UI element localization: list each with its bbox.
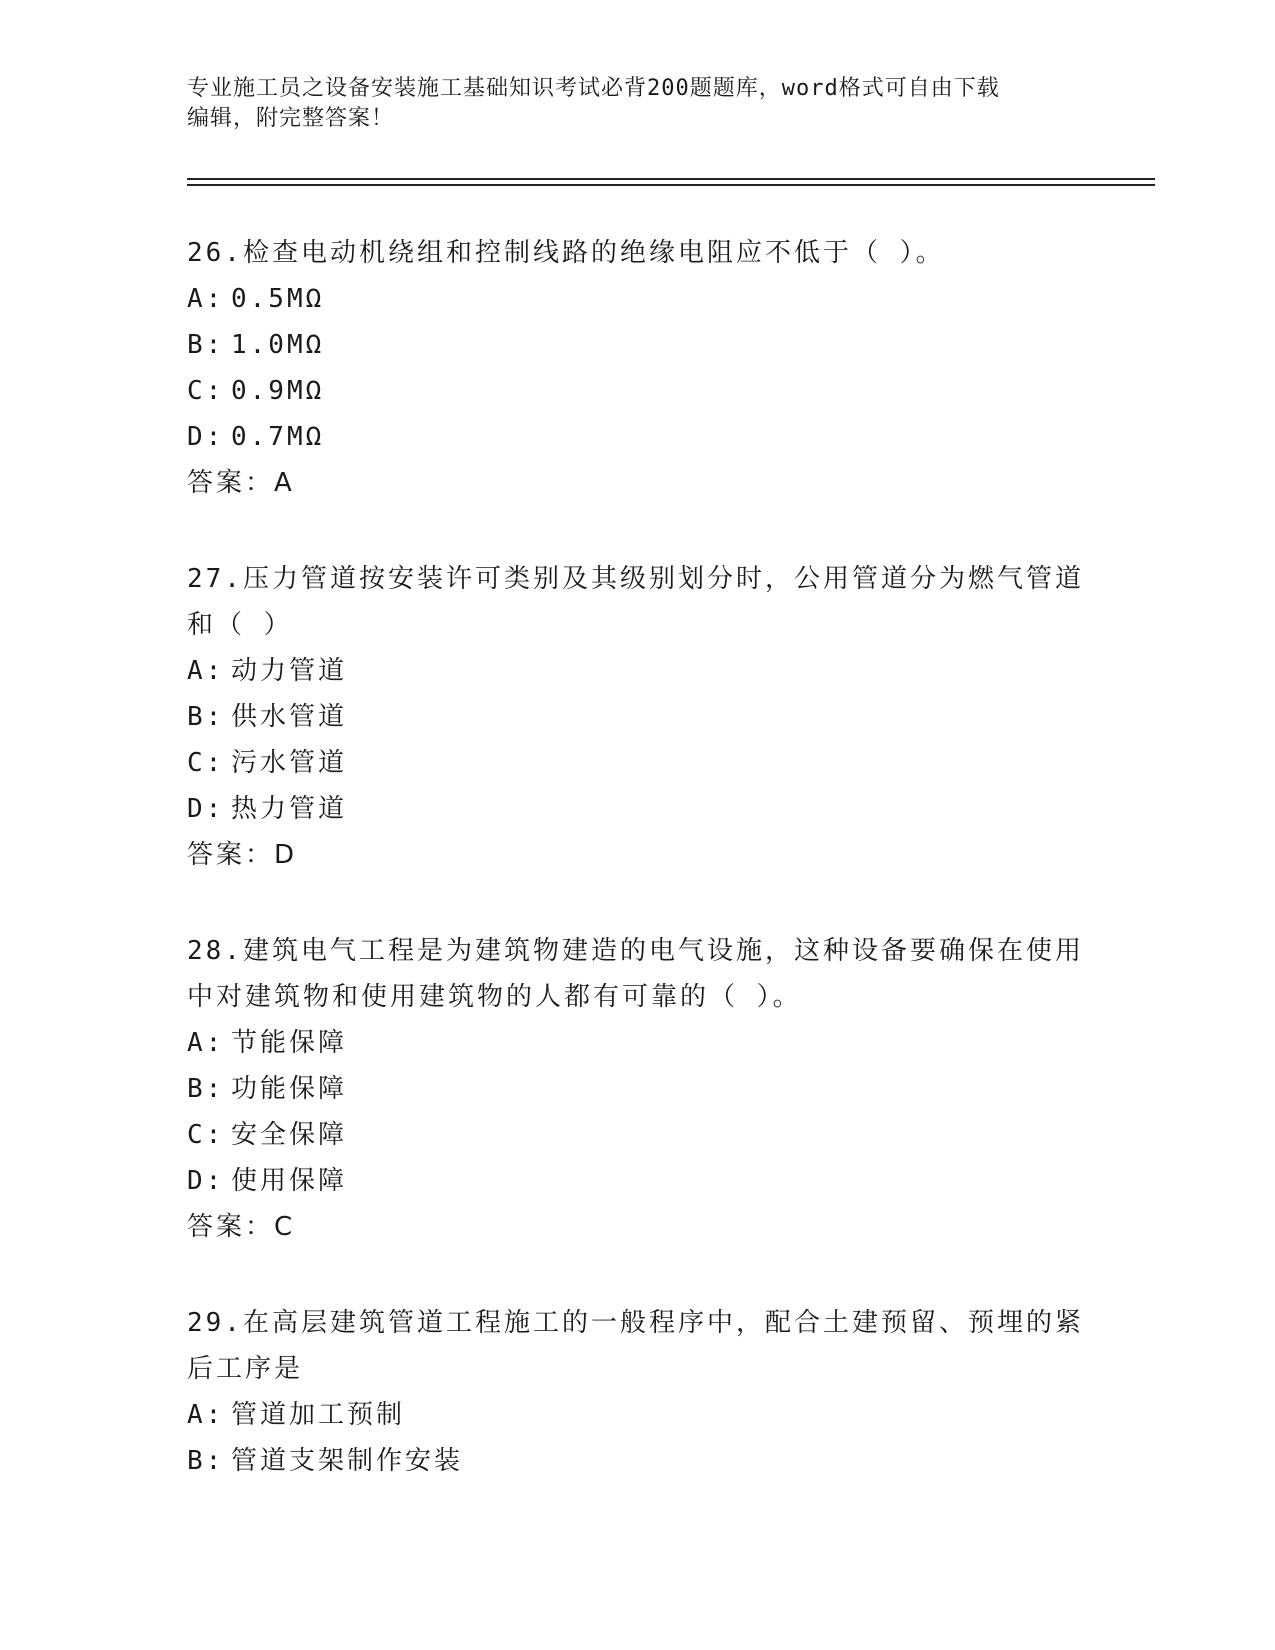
option-a <box>187 1020 1087 1066</box>
question-26 <box>187 230 1087 506</box>
option-c <box>187 1112 1087 1158</box>
option-value: 0.5MΩ <box>231 284 325 314</box>
option-d <box>187 414 1087 460</box>
option-key: D: <box>187 794 225 824</box>
option-key: A: <box>187 1400 225 1430</box>
option-value: 热力管道 <box>231 794 348 824</box>
header-title-line-1: 专业施工员之设备安装施工基础知识考试必背200题题库，word格式可自由下载 <box>187 76 1000 101</box>
option-value: 管道加工预制 <box>231 1400 406 1430</box>
header-divider-bottom <box>187 184 1155 186</box>
answer-line: 答案：A <box>187 468 295 498</box>
option-key: A: <box>187 284 225 314</box>
option-key: B: <box>187 1074 225 1104</box>
option-a <box>187 276 1087 322</box>
option-key: B: <box>187 330 225 360</box>
option-d <box>187 786 1087 832</box>
option-value: 安全保障 <box>231 1120 348 1150</box>
question-list <box>187 230 1087 1534</box>
option-key: B: <box>187 702 225 732</box>
option-a <box>187 1392 1087 1438</box>
option-value: 节能保障 <box>231 1028 348 1058</box>
option-value: 0.9MΩ <box>231 376 325 406</box>
option-key: B: <box>187 1446 225 1476</box>
option-b <box>187 322 1087 368</box>
question-29 <box>187 1300 1087 1484</box>
question-text: 28.建筑电气工程是为建筑物建造的电气设施，这种设备要确保在使用中对建筑物和使用建筑物的人都有可靠的（ ）。 <box>187 936 1084 1012</box>
option-key: C: <box>187 748 225 778</box>
option-a <box>187 648 1087 694</box>
document-header <box>187 74 1087 134</box>
option-key: D: <box>187 1166 225 1196</box>
option-c <box>187 368 1087 414</box>
option-b <box>187 1066 1087 1112</box>
answer-line: 答案：D <box>187 840 298 870</box>
option-b <box>187 694 1087 740</box>
option-value: 供水管道 <box>231 702 348 732</box>
option-value: 管道支架制作安装 <box>231 1446 464 1476</box>
option-value: 动力管道 <box>231 656 348 686</box>
option-key: C: <box>187 376 225 406</box>
option-d <box>187 1158 1087 1204</box>
answer-line: 答案：C <box>187 1212 296 1242</box>
option-key: C: <box>187 1120 225 1150</box>
question-28 <box>187 928 1087 1250</box>
question-text: 27.压力管道按安装许可类别及其级别划分时，公用管道分为燃气管道和（ ） <box>187 564 1084 640</box>
option-value: 1.0MΩ <box>231 330 325 360</box>
option-value: 0.7MΩ <box>231 422 325 452</box>
header-title-line-2: 编辑，附完整答案！ <box>187 106 395 131</box>
option-value: 污水管道 <box>231 748 348 778</box>
option-key: A: <box>187 1028 225 1058</box>
option-c <box>187 740 1087 786</box>
question-text: 26.检查电动机绕组和控制线路的绝缘电阻应不低于（ ）。 <box>187 238 945 268</box>
option-key: D: <box>187 422 225 452</box>
option-value: 功能保障 <box>231 1074 348 1104</box>
question-27 <box>187 556 1087 878</box>
question-text: 29.在高层建筑管道工程施工的一般程序中，配合土建预留、预埋的紧后工序是 <box>187 1308 1084 1384</box>
option-value: 使用保障 <box>231 1166 348 1196</box>
option-key: A: <box>187 656 225 686</box>
option-b <box>187 1438 1087 1484</box>
header-divider-top <box>187 178 1155 180</box>
